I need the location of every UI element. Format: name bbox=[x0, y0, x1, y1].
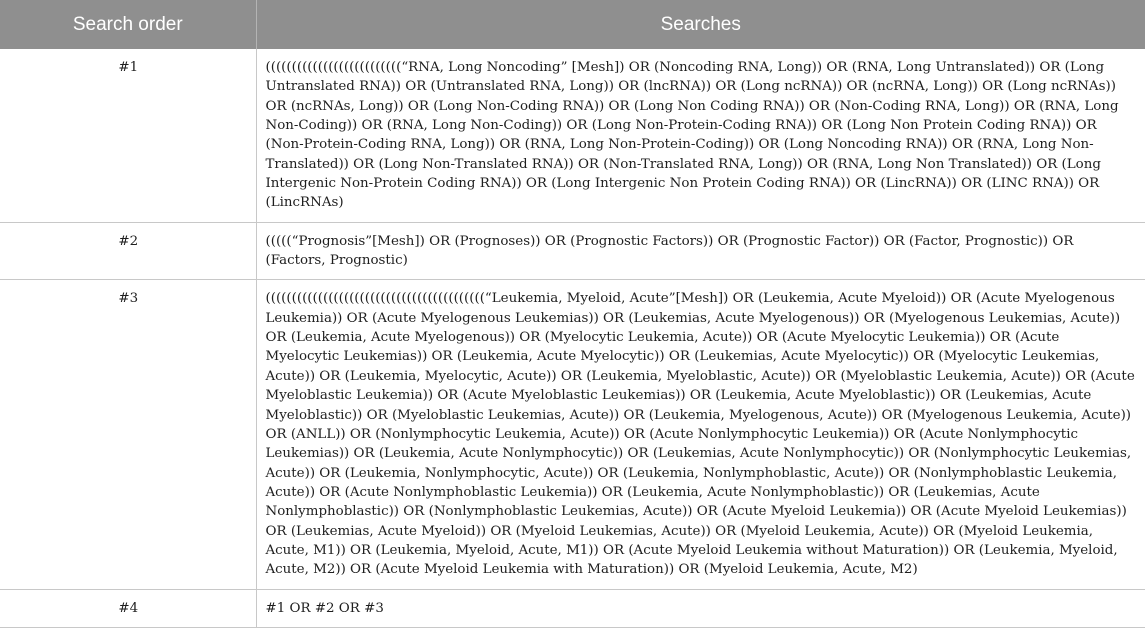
search-order-label: #3 bbox=[118, 291, 139, 307]
search-order-cell bbox=[0, 280, 256, 589]
search-order-label: #2 bbox=[118, 233, 139, 249]
table-row bbox=[0, 280, 1145, 589]
search-query-cell: #1 OR #2 OR #3 bbox=[256, 589, 1145, 627]
search-order-cell bbox=[0, 589, 256, 627]
search-query-cell: ((((((((((((((((((((((((((((((((((((((((((“Leukemia, Myeloid, Acute”[Mesh]) OR (Leukemia, Acute Myeloid)) OR (Acute Myelogenous Leukemia)) OR (Acute Myelogenous Leukemias)) OR (Leukemias, Acute Myelogenous)) OR (Myelogenous Leukemias, Acute)) OR (Leukemia, Acute Myelogenous)) OR (Myelocytic Leukemia, Acute)) OR (Acute Myelocytic Leukemia)) OR (Acute Myelocytic Leukemias)) OR (Leukemia, Acute Myelocytic)) OR (Leukemias, Acute Myelocytic)) OR (Myelocytic Leukemias, Acute)) OR (Leukemia, Myelocytic, Acute)) OR (Leukemia, Myeloblastic, Acute)) OR (Myeloblastic Leukemia, Acute)) OR (Acute Myeloblastic Leukemia)) OR (Acute Myeloblastic Leukemias)) OR (Leukemia, Acute Myeloblastic)) OR (Leukemias, Acute Myeloblastic)) OR (Myeloblastic Leukemias, Acute)) OR (Leukemia, Myelogenous, Acute)) OR (Myelogenous Leukemia, Acute)) OR (ANLL)) OR (Nonlymphocytic Leukemia, Acute)) OR (Acute Nonlymphocytic Leukemia)) OR (Acute Nonlymphocytic Leukemias)) OR (Leukemia, Acute Nonlymphocytic)) OR (Leukemias, Acute Nonlymphocytic)) OR (Nonlymphocytic Leukemias, Acute)) OR (Leukemia, Nonlymphocytic, Acute)) OR (Leukemia, Nonlymphoblastic, Acute)) OR (Nonlymphoblastic Leukemia, Acute)) OR (Acute Nonlymphoblastic Leukemia)) OR (Leukemia, Acute Nonlymphoblastic)) OR (Leukemias, Acute Nonlymphoblastic)) OR (Nonlymphoblastic Leukemias, Acute)) OR (Acute Myeloid Leukemia)) OR (Acute Myeloid Leukemias)) OR (Leukemias, Acute Myeloid)) OR (Myeloid Leukemias, Acute)) OR (Myeloid Leukemia, Acute)) OR (Myeloid Leukemia, Acute, M1)) OR (Leukemia, Myeloid, Acute, M1)) OR (Acute Myeloid Leukemia without Maturation)) OR (Leukemia, Myeloid, Acute, M2)) OR (Acute Myeloid Leukemia with Maturation)) OR (Myeloid Leukemia, Acute, M2) bbox=[256, 280, 1145, 589]
table-row bbox=[0, 49, 1145, 222]
search-query-cell: ((((((((((((((((((((((((((“RNA, Long Noncoding” [Mesh]) OR (Noncoding RNA, Long)) OR (RNA, Long Untranslated)) OR (Long Untranslated RNA)) OR (Untranslated RNA, Long)) OR (lncRNA)) OR (Long ncRNA)) OR (ncRNA, Long)) OR (Long ncRNAs)) OR (ncRNAs, Long)) OR (Long Non-Coding RNA)) OR (Long Non Coding RNA)) OR (Non-Coding RNA, Long)) OR (RNA, Long Non-Coding)) OR (RNA, Long Non-Coding)) OR (Long Non-Protein-Coding RNA)) OR (Long Non Protein Coding RNA)) OR (Non-Protein-Coding RNA, Long)) OR (RNA, Long Non-Protein-Coding)) OR (Long Noncoding RNA)) OR (RNA, Long Non-Translated)) OR (Long Non-Translated RNA)) OR (Non-Translated RNA, Long)) OR (RNA, Long Non Translated)) OR (Long Intergenic Non-Protein Coding RNA)) OR (Long Intergenic Non Protein Coding RNA)) OR (LincRNA)) OR (LINC RNA)) OR (LincRNAs) bbox=[256, 49, 1145, 222]
header-searches: Searches bbox=[256, 0, 1145, 49]
search-order-cell bbox=[0, 222, 256, 280]
table-row bbox=[0, 589, 1145, 627]
search-order-label: #1 bbox=[118, 60, 139, 75]
search-query-cell: (((((“Prognosis”[Mesh]) OR (Prognoses)) OR (Prognostic Factors)) OR (Prognostic Factor)) OR (Factor, Prognostic)) OR (Factors, Prognostic) bbox=[256, 222, 1145, 280]
search-order-label: #4 bbox=[118, 600, 139, 616]
table-header-row bbox=[0, 0, 1145, 49]
table-row bbox=[0, 222, 1145, 280]
search-order-cell bbox=[0, 49, 256, 222]
header-search-order: Search order bbox=[0, 0, 256, 49]
